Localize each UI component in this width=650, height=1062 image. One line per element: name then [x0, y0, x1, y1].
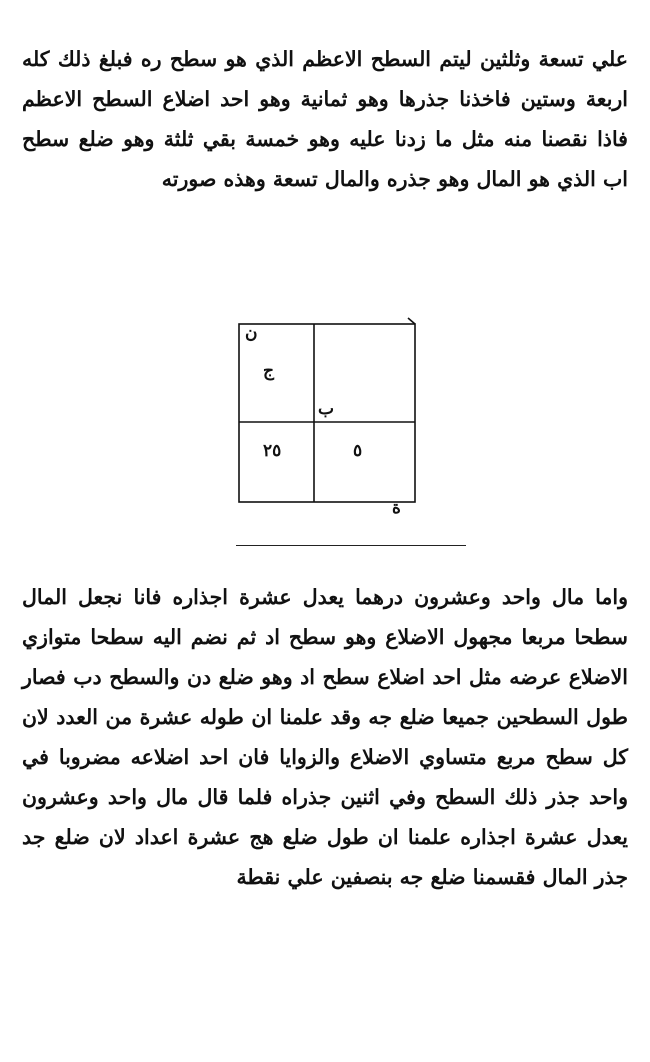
label-top-left: ن — [245, 323, 258, 343]
label-center: ب — [318, 399, 335, 419]
corner-tick — [408, 318, 415, 324]
label-bottom-right: ة — [392, 498, 401, 515]
label-lower-left-cell: ٢٥ — [263, 441, 282, 461]
square-diagram — [225, 310, 430, 515]
geometry-figure — [225, 310, 430, 515]
label-upper-left-cell: ج — [263, 361, 274, 381]
section-divider — [236, 545, 466, 546]
paragraph-top: علي تسعة وثلثين ليتم السطح الاعظم الذي هو سطح ره فبلغ ذلك كله اربعة وستين فاخذنا جذرها وهو ثمانية وهو احد اضلاع السطح الاعظم فاذا نقصنا منه مثل ما زدنا عليه وهو خمسة بقي ثلثة وهو ضلع سطح اب الذي هو المال وهو جذره والمال تسعة وهذه صورته — [22, 46, 628, 191]
label-lower-right-cell: ٥ — [353, 441, 363, 461]
paragraph-bottom: واما مال واحد وعشرون درهما يعدل عشرة اجذاره فانا نجعل المال سطحا مربعا مجهول الاضلاع وهو سطح اد ثم نضم اليه سطحا متوازي الاضلاع عرضه مثل احد اضلاع سطح اد وهو ضلع دن والسطح دب فصار طول السطحين جميعا ضلع جه وقد علمنا ان طوله عشرة من العدد لان كل سطح مربع متساوي الاضلاع والزوايا فان احد اضلاعه مضروبا في واحد جذر ذلك السطح وفي اثنين جذراه فلما قال مال واحد وعشرون يعدل عشرة اجذاره علمنا ان طول ضلع هج عشرة اعداد لان ضلع جد جذر المال فقسمنا ضلع جه بنصفين علي نقطة — [22, 584, 628, 889]
